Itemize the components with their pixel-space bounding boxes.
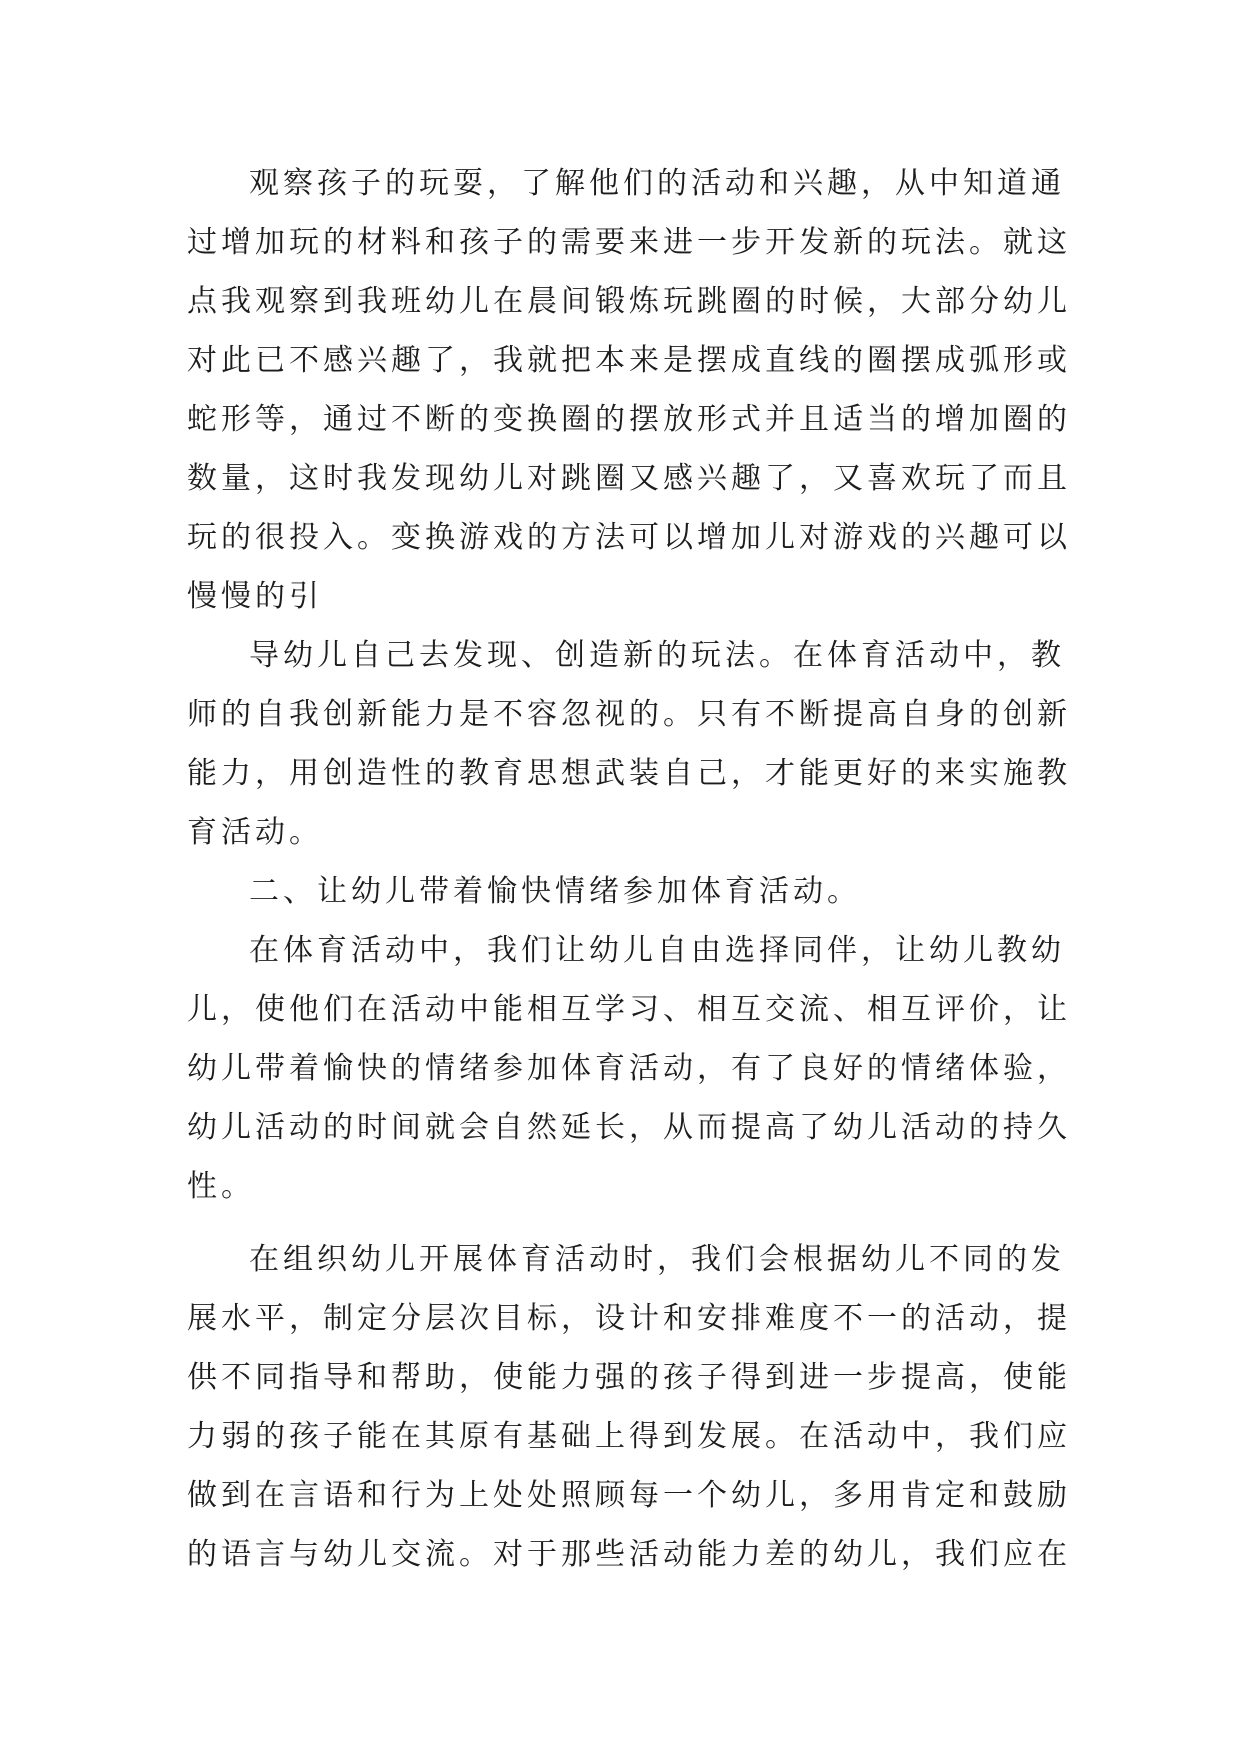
text-line: 的语言与幼儿交流。对于那些活动能力差的幼儿，我们应在 — [187, 1537, 1071, 1572]
text-line: 能力，用创造性的教育思想武装自己，才能更好的来实施教 — [187, 756, 1071, 791]
paragraph-observation — [187, 154, 1087, 626]
text-line: 玩的很投入。变换游戏的方法可以增加儿对游戏的兴趣可以 — [187, 520, 1071, 555]
text-line: 力弱的孩子能在其原有基础上得到发展。在活动中，我们应 — [187, 1419, 1071, 1454]
text-line: 育活动。 — [187, 815, 323, 850]
text-line: 慢慢的引 — [187, 579, 323, 614]
document-body — [187, 154, 1087, 1584]
text-line: 观察孩子的玩耍，了解他们的活动和兴趣，从中知道通 — [249, 166, 1065, 201]
text-line: 性。 — [187, 1169, 255, 1204]
text-line: 导幼儿自己去发现、创造新的玩法。在体育活动中，教 — [249, 638, 1065, 673]
text-line: 在体育活动中，我们让幼儿自由选择同伴，让幼儿教幼 — [249, 933, 1065, 968]
paragraph-spacer — [187, 1216, 1087, 1230]
text-line: 对此已不感兴趣了，我就把本来是摆成直线的圈摆成弧形或 — [187, 343, 1071, 378]
text-line: 二、让幼儿带着愉快情绪参加体育活动。 — [249, 874, 861, 909]
text-line: 师的自我创新能力是不容忽视的。只有不断提高自身的创新 — [187, 697, 1071, 732]
text-line: 过增加玩的材料和孩子的需要来进一步开发新的玩法。就这 — [187, 225, 1071, 260]
paragraph-layered-goals — [187, 1230, 1087, 1584]
text-line: 点我观察到我班幼儿在晨间锻炼玩跳圈的时候，大部分幼儿 — [187, 284, 1071, 319]
text-line: 做到在言语和行为上处处照顾每一个幼儿，多用肯定和鼓励 — [187, 1478, 1071, 1513]
text-line: 在组织幼儿开展体育活动时，我们会根据幼儿不同的发 — [249, 1242, 1065, 1277]
text-line: 供不同指导和帮助，使能力强的孩子得到进一步提高，使能 — [187, 1360, 1071, 1395]
paragraph-teacher-innovation — [187, 626, 1087, 862]
text-line: 幼儿活动的时间就会自然延长，从而提高了幼儿活动的持久 — [187, 1110, 1071, 1145]
text-line: 幼儿带着愉快的情绪参加体育活动，有了良好的情绪体验， — [187, 1051, 1071, 1086]
section-heading — [187, 862, 1087, 921]
text-line: 蛇形等，通过不断的变换圈的摆放形式并且适当的增加圈的 — [187, 402, 1071, 437]
paragraph-peer-learning — [187, 921, 1087, 1216]
text-line: 展水平，制定分层次目标，设计和安排难度不一的活动，提 — [187, 1301, 1071, 1336]
text-line: 数量，这时我发现幼儿对跳圈又感兴趣了，又喜欢玩了而且 — [187, 461, 1071, 496]
text-line: 儿，使他们在活动中能相互学习、相互交流、相互评价，让 — [187, 992, 1071, 1027]
